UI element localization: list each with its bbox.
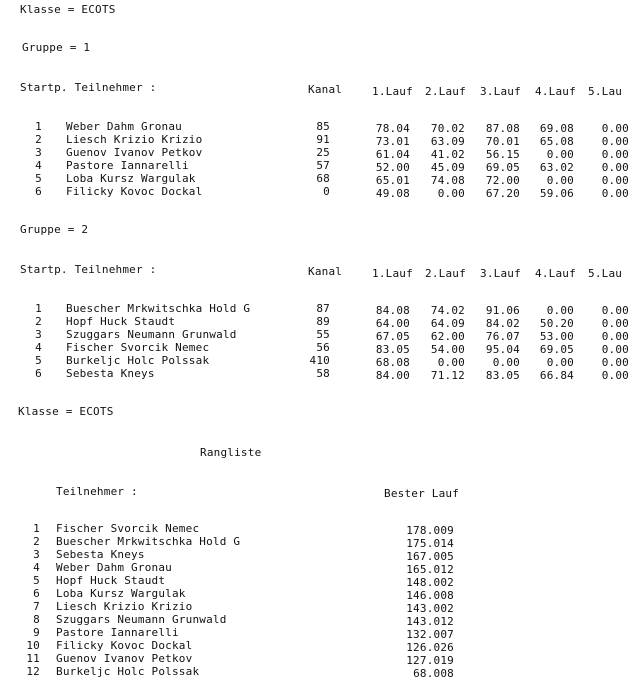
gruppe-2-row-nr: 6: [35, 367, 42, 380]
gruppe-1-row-lauf-2: 0.00: [437, 187, 465, 200]
gruppe-2-row-kanal: 89: [316, 315, 330, 328]
rangliste-row-name: Hopf Huck Staudt: [56, 574, 166, 587]
gruppe-1-header-lauf-1: 1.Lauf: [372, 85, 413, 98]
rangliste-row-bester-lauf: 178.009: [406, 524, 454, 537]
gruppe-2-row-kanal: 55: [316, 328, 330, 341]
rangliste-row-bester-lauf: 132.007: [406, 628, 454, 641]
gruppe-1-row-lauf-5: 0.00: [601, 161, 629, 174]
rangliste-row-rank: 2: [33, 535, 40, 548]
gruppe-2-row-lauf-4: 69.05: [539, 343, 574, 356]
gruppe-1-row-lauf-3: 69.05: [485, 161, 520, 174]
gruppe-1-row-lauf-3: 67.20: [485, 187, 520, 200]
rangliste-row-rank: 7: [33, 600, 40, 613]
gruppe-2-row-nr: 5: [35, 354, 42, 367]
gruppe-1-header-lauf-4: 4.Lauf: [535, 85, 576, 98]
gruppe-2-header-lauf-1: 1.Lauf: [372, 267, 413, 280]
gruppe-2-row-lauf-1: 68.08: [375, 356, 410, 369]
gruppe-1-row-lauf-4: 69.08: [539, 122, 574, 135]
gruppe-2-row-lauf-1: 64.00: [375, 317, 410, 330]
gruppe-1-row-lauf-1: 73.01: [375, 135, 410, 148]
gruppe-2-row-lauf-3: 84.02: [485, 317, 520, 330]
gruppe-1-row-lauf-4: 59.06: [539, 187, 574, 200]
gruppe-1-row-lauf-1: 52.00: [375, 161, 410, 174]
gruppe-2-row-lauf-4: 0.00: [546, 304, 574, 317]
gruppe-2-row-lauf-5: 0.00: [601, 356, 629, 369]
gruppe-1-row-lauf-4: 0.00: [546, 174, 574, 187]
gruppe-2-row-lauf-2: 54.00: [430, 343, 465, 356]
gruppe-1-header-lauf-2: 2.Lauf: [425, 85, 466, 98]
rangliste-row-bester-lauf: 146.008: [406, 589, 454, 602]
gruppe-2-row-lauf-4: 0.00: [546, 356, 574, 369]
gruppe-2-row-kanal: 58: [316, 367, 330, 380]
rangliste-row-bester-lauf: 143.012: [406, 615, 454, 628]
gruppe-2-row-lauf-5: 0.00: [601, 317, 629, 330]
gruppe-1-row-name: Pastore Iannarelli: [66, 159, 189, 172]
gruppe-2-row-kanal: 56: [316, 341, 330, 354]
gruppe-1-row-nr: 6: [35, 185, 42, 198]
rangliste-row-bester-lauf: 127.019: [406, 654, 454, 667]
gruppe-2-row-lauf-4: 53.00: [539, 330, 574, 343]
gruppe-2-row-kanal: 87: [316, 302, 330, 315]
gruppe-2-row-nr: 2: [35, 315, 42, 328]
gruppe-1-row-lauf-4: 0.00: [546, 148, 574, 161]
gruppe-2-row-lauf-4: 66.84: [539, 369, 574, 382]
rangliste-row-rank: 5: [33, 574, 40, 587]
rangliste-row-rank: 8: [33, 613, 40, 626]
gruppe-2-row-name: Buescher Mrkwitschka Hold G: [66, 302, 251, 315]
gruppe-2-row-nr: 1: [35, 302, 42, 315]
rangliste-row-name: Szuggars Neumann Grunwald: [56, 613, 227, 626]
rangliste-row-bester-lauf: 143.002: [406, 602, 454, 615]
gruppe-2-row-lauf-3: 83.05: [485, 369, 520, 382]
rangliste-row-rank: 11: [26, 652, 40, 665]
gruppe-1-row-lauf-1: 61.04: [375, 148, 410, 161]
gruppe-2-row-lauf-5: 0.00: [601, 369, 629, 382]
rangliste-row-name: Filicky Kovoc Dockal: [56, 639, 193, 652]
gruppe-1-row-lauf-5: 0.00: [601, 148, 629, 161]
gruppe-1-header-lauf-5: 5.Lau: [588, 85, 623, 98]
gruppe-1-row-lauf-2: 63.09: [430, 135, 465, 148]
rangliste-row-name: Guenov Ivanov Petkov: [56, 652, 193, 665]
rangliste-row-name: Fischer Svorcik Nemec: [56, 522, 200, 535]
rangliste-row-rank: 1: [33, 522, 40, 535]
gruppe-2-row-lauf-2: 71.12: [430, 369, 465, 382]
gruppe-2-row-lauf-2: 74.02: [430, 304, 465, 317]
rangliste-row-bester-lauf: 165.012: [406, 563, 454, 576]
gruppe-1-row-lauf-4: 65.08: [539, 135, 574, 148]
gruppe-2-header-lauf-5: 5.Lau: [588, 267, 623, 280]
gruppe-1-row-lauf-5: 0.00: [601, 187, 629, 200]
gruppe-1-row-name: Weber Dahm Gronau: [66, 120, 182, 133]
gruppe-1-row-nr: 4: [35, 159, 42, 172]
rangliste-col-teilnehmer: Teilnehmer :: [56, 485, 138, 498]
gruppe-1-row-lauf-2: 74.08: [430, 174, 465, 187]
gruppe-1-row-name: Loba Kursz Wargulak: [66, 172, 196, 185]
gruppe-2-row-kanal: 410: [309, 354, 330, 367]
gruppe-1-row-lauf-4: 63.02: [539, 161, 574, 174]
rangliste-row-bester-lauf: 148.002: [406, 576, 454, 589]
gruppe-1-row-lauf-2: 41.02: [430, 148, 465, 161]
gruppe-2-header-lauf-2: 2.Lauf: [425, 267, 466, 280]
rangliste-row-bester-lauf: 126.026: [406, 641, 454, 654]
gruppe-2-header-lauf-4: 4.Lauf: [535, 267, 576, 280]
gruppe-2-header-kanal: Kanal: [308, 265, 343, 278]
gruppe-2-row-name: Hopf Huck Staudt: [66, 315, 176, 328]
gruppe-1-row-name: Guenov Ivanov Petkov: [66, 146, 203, 159]
klasse-heading-2: Klasse = ECOTS: [18, 405, 114, 418]
gruppe-2-row-name: Fischer Svorcik Nemec: [66, 341, 210, 354]
gruppe-2-row-lauf-3: 76.07: [485, 330, 520, 343]
gruppe-2-row-lauf-5: 0.00: [601, 304, 629, 317]
gruppe-1-header-kanal: Kanal: [308, 83, 343, 96]
rangliste-row-rank: 6: [33, 587, 40, 600]
gruppe-2-row-lauf-2: 62.00: [430, 330, 465, 343]
gruppe-1-row-name: Liesch Krizio Krizio: [66, 133, 203, 146]
gruppe-2-row-lauf-5: 0.00: [601, 343, 629, 356]
gruppe-1-row-nr: 3: [35, 146, 42, 159]
rangliste-row-rank: 9: [33, 626, 40, 639]
gruppe-2-row-name: Sebesta Kneys: [66, 367, 155, 380]
gruppe-2-row-lauf-1: 84.08: [375, 304, 410, 317]
rangliste-row-bester-lauf: 175.014: [406, 537, 454, 550]
gruppe-2-row-lauf-3: 0.00: [492, 356, 520, 369]
rangliste-col-bester-lauf: Bester Lauf: [384, 487, 460, 500]
gruppe-1-row-name: Filicky Kovoc Dockal: [66, 185, 203, 198]
gruppe-1-row-kanal: 68: [316, 172, 330, 185]
gruppe-1-row-lauf-1: 49.08: [375, 187, 410, 200]
rangliste-row-name: Loba Kursz Wargulak: [56, 587, 186, 600]
gruppe-2-row-lauf-2: 0.00: [437, 356, 465, 369]
rangliste-row-name: Buescher Mrkwitschka Hold G: [56, 535, 241, 548]
gruppe-1-row-lauf-3: 72.00: [485, 174, 520, 187]
rangliste-row-bester-lauf: 68.008: [413, 667, 454, 680]
gruppe-1-row-lauf-2: 45.09: [430, 161, 465, 174]
gruppe-2-row-lauf-4: 50.20: [539, 317, 574, 330]
gruppe-2-row-name: Burkeljc Holc Polssak: [66, 354, 210, 367]
rangliste-row-rank: 3: [33, 548, 40, 561]
rangliste-row-rank: 4: [33, 561, 40, 574]
rangliste-title: Rangliste: [200, 446, 262, 459]
gruppe-2-row-nr: 3: [35, 328, 42, 341]
gruppe-1-row-kanal: 25: [316, 146, 330, 159]
gruppe-2-row-nr: 4: [35, 341, 42, 354]
gruppe-1-row-lauf-1: 78.04: [375, 122, 410, 135]
gruppe-1-row-nr: 1: [35, 120, 42, 133]
gruppe-2-title: Gruppe = 2: [20, 223, 89, 236]
gruppe-2-row-lauf-5: 0.00: [601, 330, 629, 343]
rangliste-row-name: Liesch Krizio Krizio: [56, 600, 193, 613]
rangliste-row-name: Pastore Iannarelli: [56, 626, 179, 639]
gruppe-1-row-nr: 2: [35, 133, 42, 146]
gruppe-1-row-lauf-2: 70.02: [430, 122, 465, 135]
gruppe-1-row-lauf-5: 0.00: [601, 122, 629, 135]
gruppe-1-row-kanal: 85: [316, 120, 330, 133]
rangliste-row-name: Sebesta Kneys: [56, 548, 145, 561]
gruppe-2-row-lauf-2: 64.09: [430, 317, 465, 330]
gruppe-2-row-lauf-1: 83.05: [375, 343, 410, 356]
gruppe-1-header-startp: Startp. Teilnehmer :: [20, 81, 157, 94]
gruppe-2-row-lauf-1: 67.05: [375, 330, 410, 343]
gruppe-1-row-lauf-3: 87.08: [485, 122, 520, 135]
rangliste-row-name: Weber Dahm Gronau: [56, 561, 172, 574]
gruppe-1-row-lauf-3: 70.01: [485, 135, 520, 148]
gruppe-1-row-kanal: 57: [316, 159, 330, 172]
gruppe-2-header-startp: Startp. Teilnehmer :: [20, 263, 157, 276]
klasse-heading: Klasse = ECOTS: [20, 3, 116, 16]
gruppe-1-row-kanal: 91: [316, 133, 330, 146]
rangliste-row-bester-lauf: 167.005: [406, 550, 454, 563]
gruppe-2-row-lauf-3: 95.04: [485, 343, 520, 356]
gruppe-2-row-lauf-1: 84.00: [375, 369, 410, 382]
gruppe-1-header-lauf-3: 3.Lauf: [480, 85, 521, 98]
rangliste-row-name: Burkeljc Holc Polssak: [56, 665, 200, 678]
gruppe-2-row-lauf-3: 91.06: [485, 304, 520, 317]
rangliste-row-rank: 10: [26, 639, 40, 652]
gruppe-1-title: Gruppe = 1: [22, 41, 91, 54]
gruppe-1-row-lauf-3: 56.15: [485, 148, 520, 161]
gruppe-1-row-kanal: 0: [323, 185, 330, 198]
gruppe-2-header-lauf-3: 3.Lauf: [480, 267, 521, 280]
gruppe-1-row-nr: 5: [35, 172, 42, 185]
gruppe-2-row-name: Szuggars Neumann Grunwald: [66, 328, 237, 341]
gruppe-1-row-lauf-5: 0.00: [601, 174, 629, 187]
gruppe-1-row-lauf-1: 65.01: [375, 174, 410, 187]
gruppe-1-row-lauf-5: 0.00: [601, 135, 629, 148]
rangliste-row-rank: 12: [26, 665, 40, 678]
